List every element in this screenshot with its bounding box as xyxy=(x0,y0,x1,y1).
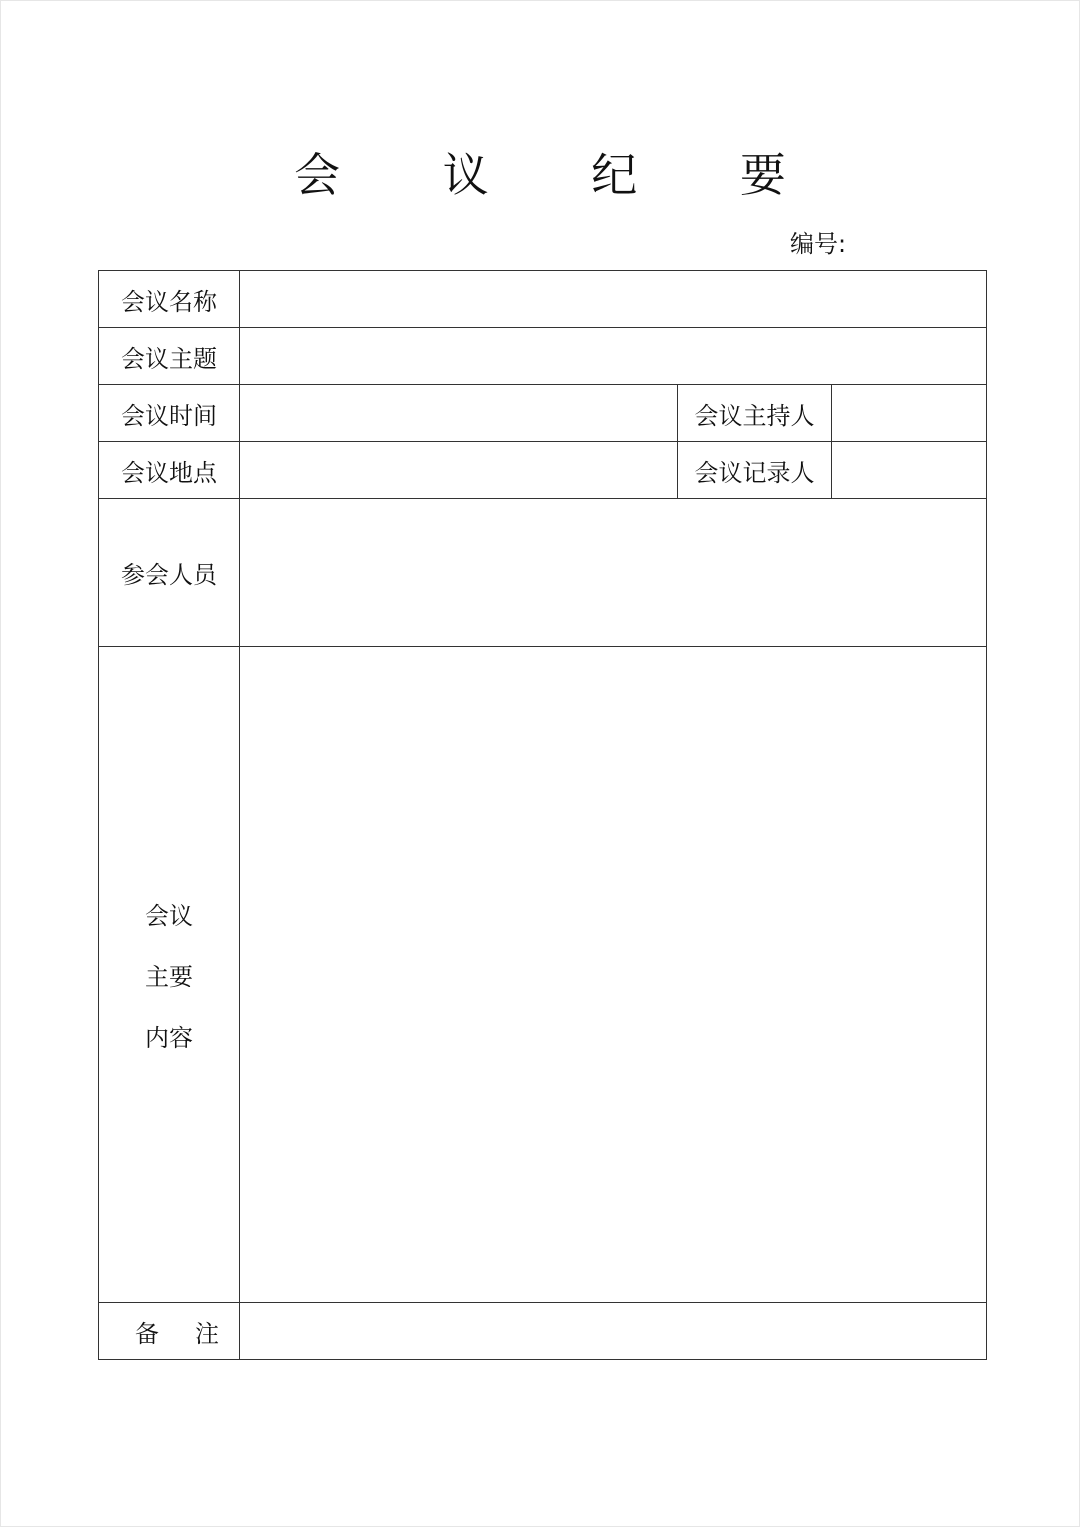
meeting-place-label: 会议地点 xyxy=(99,442,240,499)
row-meeting-name xyxy=(99,271,987,328)
main-content-label-line: 内容 xyxy=(145,1024,193,1052)
row-meeting-place xyxy=(99,442,987,499)
remarks-label xyxy=(99,1303,255,1360)
meeting-recorder-field[interactable] xyxy=(832,442,987,499)
meeting-name-field[interactable] xyxy=(240,271,987,328)
meeting-place-field[interactable] xyxy=(240,442,678,499)
meeting-host-field[interactable] xyxy=(832,385,987,442)
remarks-field[interactable] xyxy=(240,1303,987,1360)
main-content-label-line: 主要 xyxy=(145,963,193,991)
meeting-host-label: 会议主持人 xyxy=(678,385,832,442)
meeting-topic-field[interactable] xyxy=(240,328,987,385)
meeting-recorder-label: 会议记录人 xyxy=(678,442,832,499)
attendees-label: 参会人员 xyxy=(99,499,240,647)
meeting-minutes-form xyxy=(98,270,987,1360)
row-remarks xyxy=(99,1303,987,1360)
document-title: 会 议 纪 要 xyxy=(294,148,830,202)
meeting-topic-label: 会议主题 xyxy=(99,328,240,385)
serial-number-label: 编号: xyxy=(790,230,847,258)
main-content-field[interactable] xyxy=(240,647,987,1303)
meeting-name-label: 会议名称 xyxy=(99,271,240,328)
main-content-label xyxy=(99,647,240,1303)
row-main-content xyxy=(99,647,987,1303)
main-content-label-line: 会议 xyxy=(145,902,193,930)
attendees-field[interactable] xyxy=(240,499,987,647)
remarks-label-text: 备注 xyxy=(135,1319,255,1348)
row-meeting-time xyxy=(99,385,987,442)
serial-number xyxy=(790,228,966,260)
meeting-time-label: 会议时间 xyxy=(99,385,240,442)
row-meeting-topic xyxy=(99,328,987,385)
meeting-time-field[interactable] xyxy=(240,385,678,442)
row-attendees xyxy=(99,499,987,647)
